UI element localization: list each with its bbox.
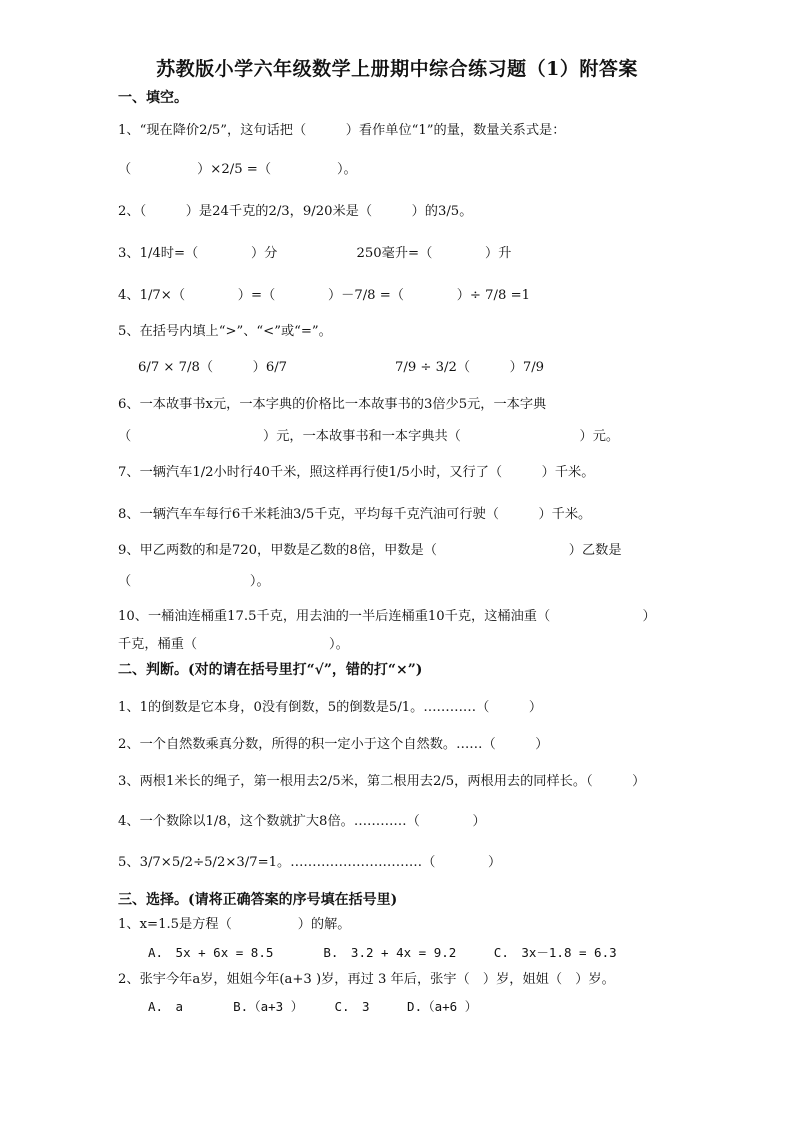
choice-1: 1、x=1.5是方程（ ）的解。 xyxy=(118,917,351,932)
question-4: 4、1/7×（ ）=（ ）－7/8 =（ ）÷ 7/8 =1 xyxy=(118,288,531,303)
judge-1: 1、1的倒数是它本身，0没有倒数，5的倒数是5/1。…………（ ） xyxy=(118,700,543,715)
question-8: 8、一辆汽车车每行6千米耗油3/5千克，平均每千克汽油可行驶（ ）千米。 xyxy=(118,507,592,522)
question-10-line-2: 千克，桶重（ ）。 xyxy=(118,637,349,652)
question-2: 2、（ ）是24千克的2/3，9/20米是（ ）的3/5。 xyxy=(118,204,473,219)
choice-1-options: A. 5x + 6x = 8.5 B. 3.2 + 4x = 9.2 C. 3x－1.8 = 6.3 xyxy=(148,945,617,960)
section-fill-blank: 一、填空。 xyxy=(118,90,188,106)
question-9-line-2: （ ）。 xyxy=(118,574,270,589)
question-5: 5、在括号内填上“>”、“<”或“=”。 xyxy=(118,324,332,339)
question-1-line-2: （ ）×2/5 =（ ）。 xyxy=(118,162,357,177)
question-5-compare-b: 7/9 ÷ 3/2（ ）7/9 xyxy=(395,360,545,375)
question-3: 3、1/4时=（ ）分 250毫升=（ ）升 xyxy=(118,246,512,261)
choice-2-options: A. a B.（a+3 ） C. 3 D.（a+6 ） xyxy=(148,999,478,1014)
question-10-line-1: 10、一桶油连桶重17.5千克，用去油的一半后连桶重10千克，这桶油重（ ） xyxy=(118,609,656,624)
question-5-compare-a: 6/7 × 7/8（ ）6/7 xyxy=(138,360,288,375)
page-title: 苏教版小学六年级数学上册期中综合练习题（1）附答案 xyxy=(156,58,638,80)
section-choice: 三、选择。(请将正确答案的序号填在括号里) xyxy=(118,892,398,908)
question-1-line-1: 1、“现在降价2/5”，这句话把（ ）看作单位“1”的量，数量关系式是： xyxy=(118,123,566,138)
question-6-line-2: （ ）元，一本故事书和一本字典共（ ）元。 xyxy=(118,429,620,444)
judge-3: 3、两根1米长的绳子，第一根用去2/5米，第二根用去2/5，两根用去的同样长。（ ） xyxy=(118,774,646,789)
question-9-line-1: 9、甲乙两数的和是720，甲数是乙数的8倍，甲数是（ ）乙数是 xyxy=(118,543,622,558)
question-7: 7、一辆汽车1/2小时行40千米，照这样再行使1/5小时，又行了（ ）千米。 xyxy=(118,465,595,480)
question-6-line-1: 6、一本故事书x元，一本字典的价格比一本故事书的3倍少5元，一本字典 xyxy=(118,397,547,412)
judge-2: 2、一个自然数乘真分数，所得的积一定小于这个自然数。……（ ） xyxy=(118,737,549,752)
choice-2: 2、张宇今年a岁，姐姐今年(a+3 )岁，再过 3 年后，张宇（ ）岁，姐姐（ ）岁。 xyxy=(118,972,615,987)
judge-5: 5、3/7×5/2÷5/2×3/7=1。…………………………（ ） xyxy=(118,855,502,870)
judge-4: 4、一个数除以1/8，这个数就扩大8倍。…………（ ） xyxy=(118,814,486,829)
section-true-false: 二、判断。(对的请在括号里打“√”，错的打“×”) xyxy=(118,662,423,678)
